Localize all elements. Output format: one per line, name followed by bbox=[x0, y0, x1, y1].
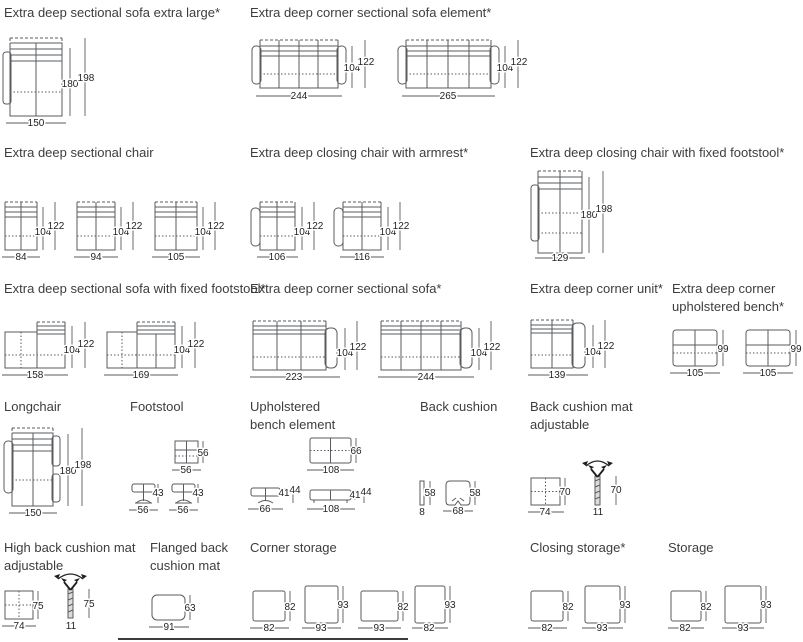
section-title-corner-unit: Extra deep corner unit* bbox=[530, 281, 663, 296]
section-title-high-back-mat-line1: High back cushion mat bbox=[4, 540, 136, 555]
dim-label-width: 139 bbox=[548, 370, 566, 381]
height-dimension bbox=[497, 40, 528, 88]
storage-square bbox=[531, 591, 563, 621]
height-dimension bbox=[444, 586, 456, 623]
width-dimension bbox=[172, 465, 201, 476]
chair-top-view bbox=[77, 202, 115, 250]
dim-label-width: 105 bbox=[759, 368, 777, 379]
diagram-closing-storage bbox=[528, 580, 673, 642]
dim-label-width: 223 bbox=[285, 372, 303, 383]
bench-front-view bbox=[310, 490, 351, 503]
width-dimension bbox=[152, 252, 200, 263]
page-bottom-rule bbox=[118, 638, 408, 640]
dim-label-height: 82 bbox=[562, 602, 574, 613]
dim-label-height-inner: 104 bbox=[379, 227, 397, 238]
width-dimension bbox=[582, 623, 623, 634]
diagram-closing-chair-armrest bbox=[248, 188, 483, 268]
dim-label-height: 93 bbox=[619, 600, 631, 611]
section-title-sofa-fixed-footstool: Extra deep sectional sofa with fixed footstool* bbox=[4, 281, 266, 296]
height-dimension bbox=[197, 441, 209, 463]
diagram-sectional-chair bbox=[0, 188, 240, 268]
section-title-sectional-chair: Extra deep sectional chair bbox=[4, 145, 154, 160]
dim-label-width: 82 bbox=[423, 623, 435, 634]
height-dimension bbox=[424, 481, 436, 505]
width-dimension bbox=[419, 507, 425, 518]
height-dimension bbox=[790, 330, 802, 366]
height-dimension bbox=[559, 478, 571, 505]
section-title-corner-bench-line1: Extra deep corner bbox=[672, 281, 776, 296]
diagram-sofa-extra-large bbox=[0, 30, 110, 135]
section-title-flanged-mat-line1: Flanged back bbox=[150, 540, 229, 555]
sofa-top-view bbox=[253, 321, 337, 370]
dim-label-width: 11 bbox=[65, 621, 77, 632]
dim-label-width: 158 bbox=[26, 370, 44, 381]
section-title-closing-storage: Closing storage* bbox=[530, 540, 626, 555]
width-dimension bbox=[722, 623, 764, 634]
dim-label-height: 58 bbox=[469, 488, 481, 499]
dim-label-height-inner: 180 bbox=[580, 210, 598, 221]
dim-label-width: 150 bbox=[27, 118, 45, 129]
width-dimension bbox=[149, 622, 189, 633]
height-dimension bbox=[35, 202, 65, 250]
height-dimension bbox=[700, 591, 712, 621]
diagram-back-cushion bbox=[415, 455, 530, 525]
bench-top-view bbox=[746, 330, 790, 366]
width-dimension bbox=[6, 118, 66, 129]
dim-label-width: 116 bbox=[354, 252, 370, 263]
dim-label-height: 43 bbox=[152, 488, 164, 499]
dim-label-height-inner: 104 bbox=[496, 63, 514, 74]
height-dimension bbox=[397, 591, 409, 621]
section-title-back-cushion: Back cushion bbox=[420, 399, 498, 414]
width-dimension bbox=[528, 623, 567, 634]
dim-label-height: 93 bbox=[444, 600, 456, 611]
diagram-closing-chair-footstool bbox=[528, 158, 798, 265]
dim-label-width: 82 bbox=[679, 623, 691, 634]
height-dimension bbox=[152, 484, 164, 503]
width-dimension bbox=[2, 252, 40, 263]
height-dimension bbox=[717, 330, 729, 366]
dim-label-width: 129 bbox=[551, 253, 569, 264]
width-dimension bbox=[593, 507, 604, 518]
dim-label-height: 93 bbox=[760, 600, 772, 611]
width-dimension bbox=[2, 370, 68, 381]
chair-top-view bbox=[334, 202, 381, 250]
storage-square bbox=[415, 586, 445, 623]
dim-label-height: 56 bbox=[197, 448, 209, 459]
width-dimension bbox=[528, 507, 564, 518]
diagram-flanged-back-cushion-mat bbox=[145, 585, 260, 642]
diagram-longchair bbox=[0, 418, 120, 525]
dim-label-width: 56 bbox=[180, 465, 192, 476]
dim-label-height: 82 bbox=[700, 602, 712, 613]
dim-label-height-inner: 41 bbox=[278, 488, 290, 499]
width-dimension bbox=[257, 252, 298, 263]
width-dimension bbox=[66, 621, 77, 632]
diagram-sofa-fixed-footstool bbox=[0, 315, 250, 393]
height-dimension bbox=[284, 591, 296, 621]
chair-top-view bbox=[5, 202, 37, 250]
section-title-footstool: Footstool bbox=[130, 399, 184, 414]
sofa-top-view bbox=[3, 38, 62, 116]
width-dimension bbox=[340, 252, 384, 263]
dim-label-width: 74 bbox=[539, 507, 551, 518]
mat-front-view bbox=[152, 595, 185, 620]
dim-label-width: 74 bbox=[13, 621, 25, 632]
diagram-corner-sofa-element bbox=[248, 30, 548, 135]
dim-label-width: 84 bbox=[15, 252, 27, 263]
dim-label-width: 94 bbox=[90, 252, 102, 263]
dim-label-height-outer: 122 bbox=[187, 339, 205, 350]
storage-square bbox=[361, 591, 398, 621]
dim-label-width: 106 bbox=[268, 252, 286, 263]
dim-label-height-outer: 122 bbox=[47, 221, 65, 232]
back-cushion-front-view bbox=[446, 481, 470, 505]
dim-label-width: 244 bbox=[417, 372, 435, 383]
dim-label-height-outer: 122 bbox=[357, 57, 375, 68]
dim-label-height: 82 bbox=[284, 602, 296, 613]
dim-label-height-inner: 104 bbox=[293, 227, 311, 238]
dim-label-height-outer: 122 bbox=[483, 342, 501, 353]
dim-label-height-outer: 122 bbox=[392, 221, 410, 232]
dim-label-width: 82 bbox=[541, 623, 553, 634]
height-dimension bbox=[562, 591, 574, 621]
dim-label-width: 93 bbox=[373, 623, 385, 634]
dim-label-height-inner: 180 bbox=[59, 466, 77, 477]
height-dimension bbox=[349, 487, 372, 503]
dim-label-width: 265 bbox=[439, 91, 457, 102]
height-dimension bbox=[60, 428, 92, 506]
dim-label-height-inner: 41 bbox=[349, 490, 361, 501]
storage-square bbox=[725, 586, 761, 623]
dim-label-height-outer: 198 bbox=[74, 460, 92, 471]
dim-label-width: 169 bbox=[132, 370, 150, 381]
height-dimension bbox=[585, 320, 615, 368]
sofa-top-view bbox=[381, 321, 472, 370]
diagram-corner-unit bbox=[528, 315, 673, 393]
height-dimension bbox=[294, 202, 324, 250]
dim-label-width: 244 bbox=[290, 91, 308, 102]
height-dimension bbox=[64, 322, 95, 368]
width-dimension bbox=[248, 504, 283, 515]
mat-side-view-adjustable bbox=[582, 461, 613, 505]
dim-label-height: 70 bbox=[610, 485, 622, 496]
dim-label-height-inner: 104 bbox=[343, 63, 361, 74]
diagram-corner-sectional-sofa bbox=[248, 315, 533, 393]
height-dimension bbox=[337, 586, 349, 623]
diagram-back-cushion-mat bbox=[528, 425, 688, 527]
dim-label-height-inner: 104 bbox=[34, 227, 52, 238]
dim-label-height: 75 bbox=[32, 601, 44, 612]
dim-label-height: 75 bbox=[83, 599, 95, 610]
dim-label-height-outer: 122 bbox=[207, 221, 225, 232]
width-dimension bbox=[9, 508, 57, 519]
footstool-top-view bbox=[175, 441, 198, 463]
dim-label-width: 108 bbox=[322, 465, 340, 476]
bench-top-view bbox=[673, 330, 717, 366]
height-dimension bbox=[619, 586, 631, 623]
width-dimension bbox=[528, 370, 588, 381]
width-dimension bbox=[2, 621, 36, 632]
dim-label-height: 63 bbox=[184, 603, 196, 614]
height-dimension bbox=[350, 438, 362, 463]
section-title-corner-sectional-sofa: Extra deep corner sectional sofa* bbox=[250, 281, 442, 296]
chair-top-view bbox=[531, 171, 582, 253]
height-dimension bbox=[471, 321, 501, 370]
dim-label-height-inner: 104 bbox=[194, 227, 212, 238]
width-dimension bbox=[250, 623, 289, 634]
dim-label-width: 68 bbox=[452, 506, 464, 517]
mat-side-view-adjustable bbox=[54, 574, 87, 618]
dim-label-height-inner: 180 bbox=[61, 79, 79, 90]
section-title-corner-storage: Corner storage bbox=[250, 540, 337, 555]
dim-label-height-outer: 122 bbox=[306, 221, 324, 232]
dim-label-height: 93 bbox=[337, 600, 349, 611]
width-dimension bbox=[402, 91, 495, 102]
bench-top-view bbox=[310, 438, 351, 463]
bench-front-view bbox=[251, 488, 280, 503]
dim-label-width: 105 bbox=[686, 368, 704, 379]
width-dimension bbox=[668, 623, 704, 634]
height-dimension bbox=[380, 202, 410, 250]
section-title-back-cushion-mat-line2: adjustable bbox=[530, 417, 590, 432]
section-title-sofa-extra-large: Extra deep sectional sofa extra large* bbox=[4, 5, 221, 20]
dim-label-height-outer: 198 bbox=[595, 204, 613, 215]
sofa-top-view bbox=[252, 40, 346, 88]
storage-square bbox=[671, 591, 701, 621]
dim-label-width: 56 bbox=[137, 505, 149, 516]
dim-label-height-outer: 122 bbox=[77, 339, 95, 350]
diagram-footstool bbox=[125, 418, 240, 525]
corner-unit-top-view bbox=[531, 320, 585, 368]
dim-label-height: 99 bbox=[790, 344, 802, 355]
dim-label-width: 93 bbox=[315, 623, 327, 634]
dim-label-height: 99 bbox=[717, 344, 729, 355]
section-title-storage: Storage bbox=[668, 540, 714, 555]
dim-label-width: 8 bbox=[419, 507, 425, 518]
diagram-upholstered-bench-element bbox=[248, 418, 428, 522]
longchair-top-view bbox=[4, 428, 60, 506]
height-dimension bbox=[344, 40, 375, 88]
height-dimension bbox=[192, 484, 204, 503]
width-dimension bbox=[256, 91, 342, 102]
height-dimension bbox=[113, 202, 143, 250]
section-title-bench-element-line2: bench element bbox=[250, 417, 336, 432]
dim-label-width: 108 bbox=[322, 504, 340, 515]
height-dimension bbox=[760, 586, 772, 623]
width-dimension bbox=[169, 505, 198, 516]
width-dimension bbox=[302, 623, 341, 634]
height-dimension bbox=[83, 589, 95, 618]
height-dimension bbox=[184, 595, 196, 620]
dim-label-height: 82 bbox=[397, 602, 409, 613]
section-title-longchair: Longchair bbox=[4, 399, 62, 414]
dim-label-width: 150 bbox=[24, 508, 42, 519]
storage-square bbox=[305, 586, 338, 623]
chair-top-view bbox=[251, 202, 295, 250]
height-dimension bbox=[469, 481, 481, 505]
section-title-closing-chair-armrest: Extra deep closing chair with armrest* bbox=[250, 145, 469, 160]
width-dimension bbox=[129, 505, 158, 516]
width-dimension bbox=[443, 506, 473, 517]
section-title-bench-element-line1: Upholstered bbox=[250, 399, 321, 414]
storage-square bbox=[253, 591, 285, 621]
dim-label-height: 66 bbox=[350, 446, 362, 457]
section-title-flanged-mat-line2: cushion mat bbox=[150, 558, 221, 573]
height-dimension bbox=[195, 202, 225, 250]
dim-label-width: 11 bbox=[592, 507, 604, 518]
dim-label-height-outer: 122 bbox=[510, 57, 528, 68]
dim-label-height-inner: 104 bbox=[63, 345, 81, 356]
dim-label-height-inner: 104 bbox=[336, 348, 354, 359]
dim-label-width: 91 bbox=[163, 622, 175, 633]
dim-label-width: 56 bbox=[177, 505, 189, 516]
width-dimension bbox=[743, 368, 793, 379]
height-dimension bbox=[278, 485, 301, 503]
section-title-corner-sofa-element: Extra deep corner sectional sofa element* bbox=[250, 5, 492, 20]
width-dimension bbox=[74, 252, 118, 263]
dim-label-height-inner: 104 bbox=[112, 227, 130, 238]
dim-label-height: 70 bbox=[559, 487, 571, 498]
width-dimension bbox=[307, 465, 354, 476]
width-dimension bbox=[307, 504, 355, 515]
diagram-storage bbox=[665, 580, 803, 642]
height-dimension bbox=[32, 591, 44, 619]
dim-label-height-outer: 122 bbox=[597, 341, 615, 352]
width-dimension bbox=[670, 368, 720, 379]
mat-front-view bbox=[5, 591, 33, 619]
dim-label-height-outer: 122 bbox=[349, 342, 367, 353]
diagram-corner-storage bbox=[248, 580, 528, 642]
dim-label-height-outer: 198 bbox=[77, 73, 95, 84]
height-dimension bbox=[610, 476, 622, 505]
sofa-top-view bbox=[107, 322, 175, 368]
width-dimension bbox=[412, 623, 448, 634]
width-dimension bbox=[250, 372, 340, 383]
height-dimension bbox=[337, 321, 367, 370]
dim-label-width: 66 bbox=[259, 504, 271, 515]
diagram-corner-upholstered-bench bbox=[670, 315, 803, 393]
height-dimension bbox=[62, 38, 95, 116]
dim-label-height-outer: 44 bbox=[289, 485, 301, 496]
section-title-corner-bench-line2: upholstered bench* bbox=[672, 299, 785, 314]
section-title-high-back-mat-line2: adjustable bbox=[4, 558, 64, 573]
dim-label-height-inner: 104 bbox=[470, 348, 488, 359]
dim-label-height: 43 bbox=[192, 488, 204, 499]
section-title-back-cushion-mat-line1: Back cushion mat bbox=[530, 399, 633, 414]
dim-label-height-outer: 44 bbox=[360, 487, 372, 498]
dim-label-height-inner: 104 bbox=[584, 347, 602, 358]
back-cushion-side-view bbox=[420, 481, 424, 505]
dim-label-width: 93 bbox=[737, 623, 749, 634]
height-dimension bbox=[174, 322, 205, 368]
section-title-closing-chair-footstool: Extra deep closing chair with fixed footstool* bbox=[530, 145, 785, 160]
dim-label-height: 58 bbox=[424, 488, 436, 499]
height-dimension bbox=[581, 171, 613, 253]
width-dimension bbox=[104, 370, 178, 381]
dim-label-width: 93 bbox=[596, 623, 608, 634]
storage-square bbox=[585, 586, 620, 623]
dim-label-height-outer: 122 bbox=[125, 221, 143, 232]
dim-label-width: 105 bbox=[167, 252, 185, 263]
width-dimension bbox=[358, 623, 401, 634]
width-dimension bbox=[378, 372, 474, 383]
dim-label-width: 82 bbox=[263, 623, 275, 634]
dim-label-height-inner: 104 bbox=[173, 345, 191, 356]
chair-top-view bbox=[155, 202, 197, 250]
mat-front-view bbox=[531, 478, 560, 505]
sofa-top-view bbox=[398, 40, 499, 88]
sofa-top-view bbox=[5, 322, 65, 368]
width-dimension bbox=[535, 253, 585, 264]
diagram-high-back-cushion-mat bbox=[0, 568, 135, 642]
